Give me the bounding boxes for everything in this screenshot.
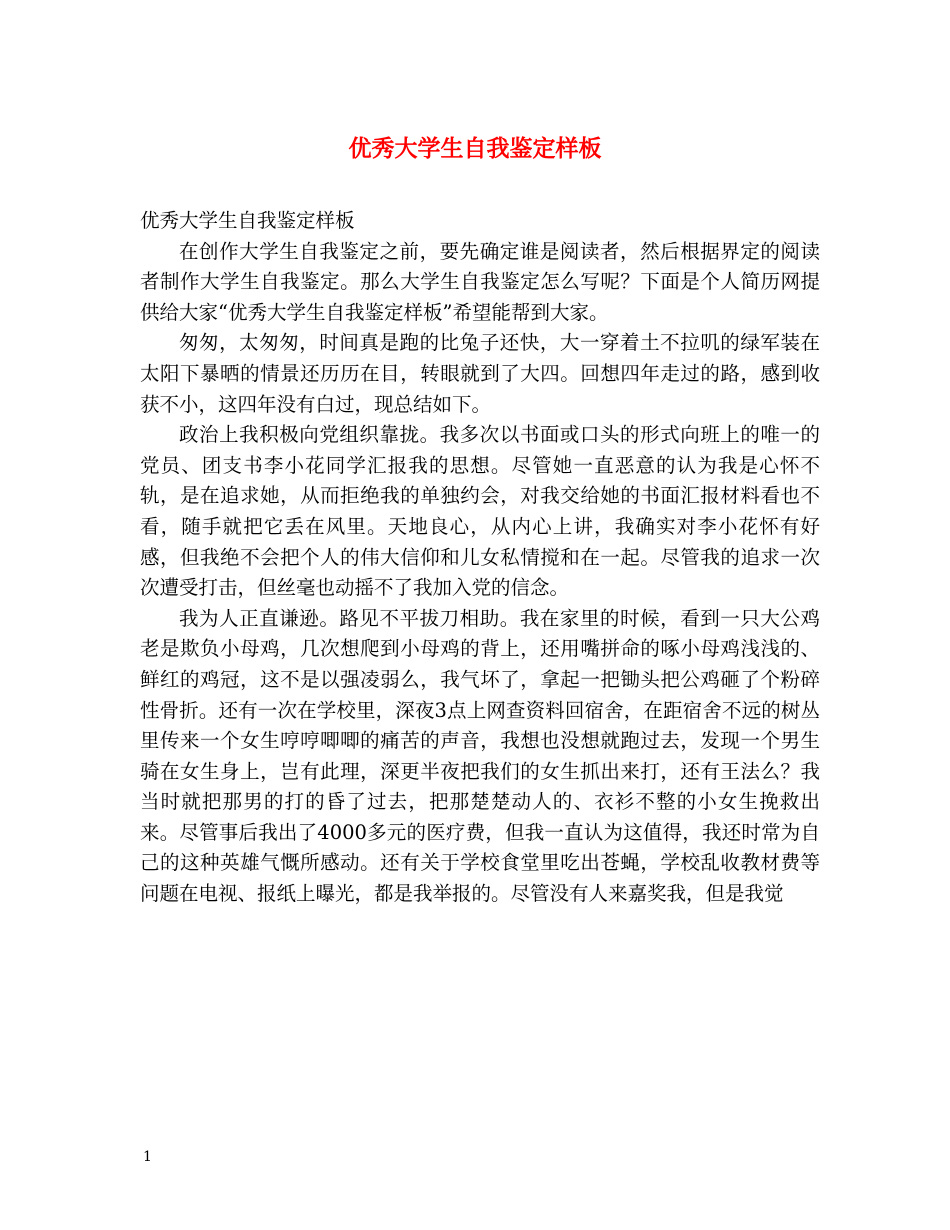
paragraph-intro: 在创作大学生自我鉴定之前，要先确定谁是阅读者，然后根据界定的阅读者制作大学生自我鉴定。那么大学生自我鉴定怎么写呢？下面是个人简历网提供给大家“优秀大学生自我鉴定样板”希望能帮到大家。 (140, 239, 820, 324)
document-body (140, 206, 820, 910)
page-number: 1 (143, 1149, 152, 1165)
paragraph-character: 我为人正直谦逊。路见不平拔刀相助。我在家里的时候，看到一只大公鸡老是欺负小母鸡，几次想爬到小母鸡的背上，还用嘴拼命的啄小母鸡浅浅的、鲜红的鸡冠，这不是以强凌弱么，我气坏了，拿起一把锄头把公鸡砸了个粉碎性骨折。还有一次在学校里，深夜3点上网查资料回宿舍，在距宿舍不远的树丛里传来一个女生哼哼唧唧的痛苦的声音，我想也没想就跑过去，发现一个男生骑在女生身上，岂有此理，深更半夜把我们的女生抓出来打，还有王法么？我当时就把那男的打的昏了过去，把那楚楚动人的、衣衫不整的小女生挽救出来。尽管事后我出了4000多元的医疗费，但我一直认为这值得，我还时常为自己的这种英雄气慨所感动。还有关于学校食堂里吃出苍蝇，学校乱收教材费等问题在电视、报纸上曝光，都是我举报的。尽管没有人来嘉奖我，但是我觉 (140, 606, 820, 906)
paragraph-politics: 政治上我积极向党组织靠拢。我多次以书面或口头的形式向班上的唯一的党员、团支书李小花同学汇报我的思想。尽管她一直恶意的认为我是心怀不轨，是在追求她，从而拒绝我的单独约会，对我交给她的书面汇报材料看也不看，随手就把它丢在风里。天地良心，从内心上讲，我确实对李小花怀有好感，但我绝不会把个人的伟大信仰和儿女私情搅和在一起。尽管我的追求一次次遭受打击，但丝毫也动摇不了我加入党的信念。 (140, 423, 820, 600)
document-title: 优秀大学生自我鉴定样板 (348, 135, 602, 162)
document-heading: 优秀大学生自我鉴定样板 (140, 209, 355, 232)
paragraph-time: 匆匆，太匆匆，时间真是跑的比兔子还快，大一穿着土不拉叽的绿军装在太阳下暴晒的情景还历历在目，转眼就到了大四。回想四年走过的路，感到收获不小，这四年没有白过，现总结如下。 (140, 331, 820, 416)
